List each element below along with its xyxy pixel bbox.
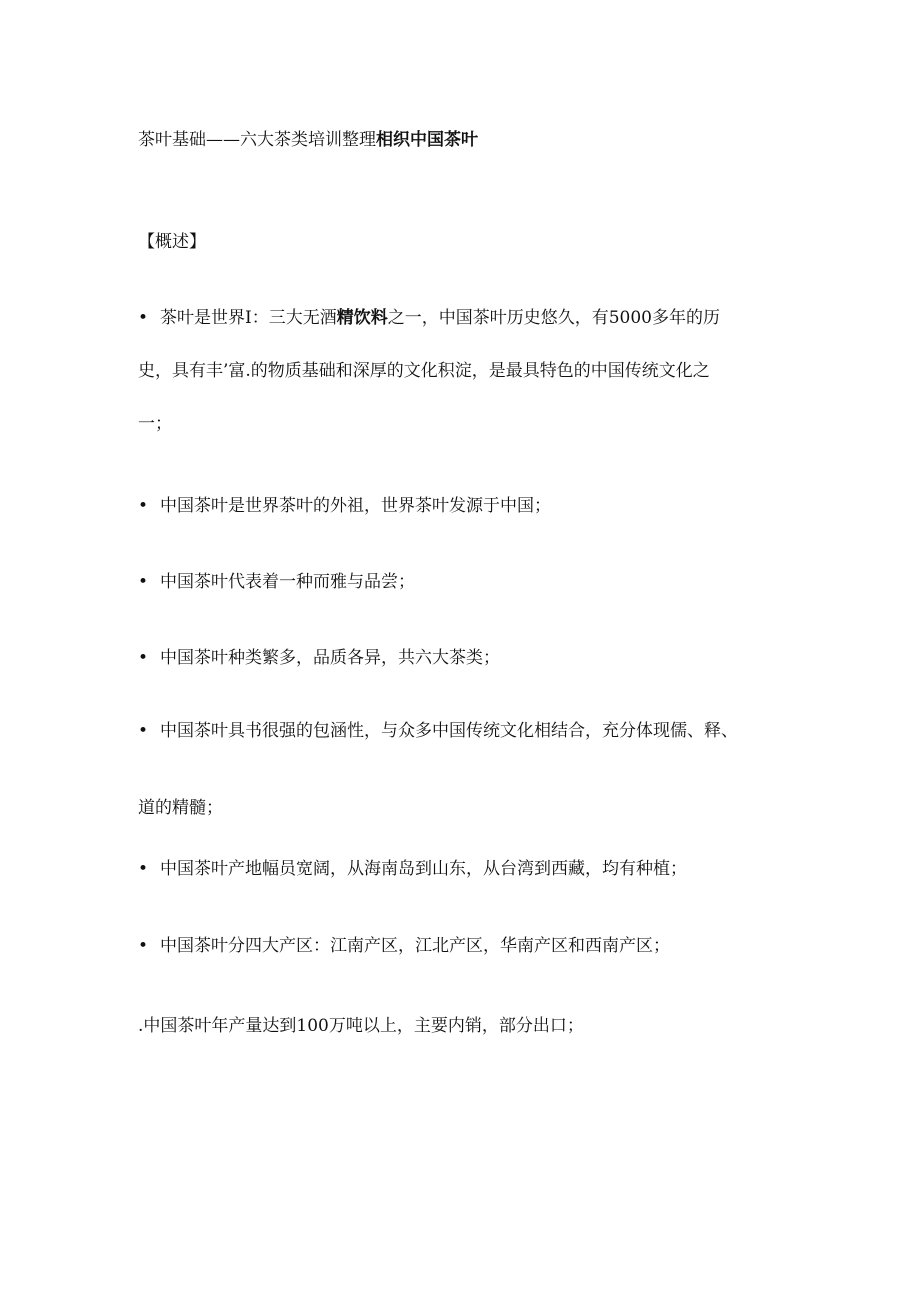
list-item xyxy=(138,719,778,820)
bullet-icon: • xyxy=(138,308,149,328)
last-paragraph xyxy=(138,1014,778,1038)
item-bold-text: 精饮料 xyxy=(336,308,388,328)
list-item xyxy=(138,934,778,958)
list-item-line xyxy=(138,719,778,743)
list-item-line: 一； xyxy=(138,414,172,434)
list-item-line xyxy=(138,646,778,670)
item-text: 之一，中国茶叶历史悠久，有5000多年的历 xyxy=(387,308,720,328)
item-text: 中国茶叶是世界茶叶的外祖，世界茶叶发源于中国； xyxy=(160,496,551,516)
list-item-line xyxy=(138,306,778,330)
section-heading: 【概述】 xyxy=(138,232,206,252)
list-item-line xyxy=(138,934,778,958)
list-item-line: .中国茶叶年产量达到100万吨以上，主要内销，部分出口； xyxy=(138,1016,584,1036)
bullet-icon: • xyxy=(138,496,149,516)
item-text: 中国茶叶分四大产区：江南产区，江北产区，华南产区和西南产区； xyxy=(160,936,670,956)
title-regular: 茶叶基础——六大茶类培训整理 xyxy=(138,130,376,150)
document-title xyxy=(138,128,478,152)
list-item xyxy=(138,646,778,670)
item-text: 中国茶叶种类繁多，品质各异，共六大茶类； xyxy=(160,648,500,668)
list-item-line xyxy=(138,857,778,881)
list-item xyxy=(138,857,778,881)
list-item xyxy=(138,306,778,436)
list-item-line xyxy=(138,494,778,518)
title-bold: 相织中国茶叶 xyxy=(376,130,478,150)
bullet-icon: • xyxy=(138,572,149,592)
item-text: 中国茶叶代表着一种而雅与品尝； xyxy=(160,572,415,592)
bullet-icon: • xyxy=(138,936,149,956)
item-text: 中国茶叶产地幅员宽阔，从海南岛到山东，从台湾到西藏，均有种植； xyxy=(160,859,687,879)
bullet-icon: • xyxy=(138,721,149,741)
item-text: 茶叶是世界I：三大无酒 xyxy=(160,308,337,328)
bullet-icon: • xyxy=(138,859,149,879)
item-text: 中国茶叶具书很强的包涵性，与众多中国传统文化相结合，充分体现儒、释、 xyxy=(160,721,738,741)
bullet-icon: • xyxy=(138,648,149,668)
list-item xyxy=(138,570,778,594)
list-item-line xyxy=(138,570,778,594)
list-item-line: 史，具有丰’富.的物质基础和深厚的文化积淀，是最具特色的中国传统文化之 xyxy=(138,361,710,381)
list-item xyxy=(138,494,778,518)
list-item-line: 道的精髓； xyxy=(138,798,223,818)
